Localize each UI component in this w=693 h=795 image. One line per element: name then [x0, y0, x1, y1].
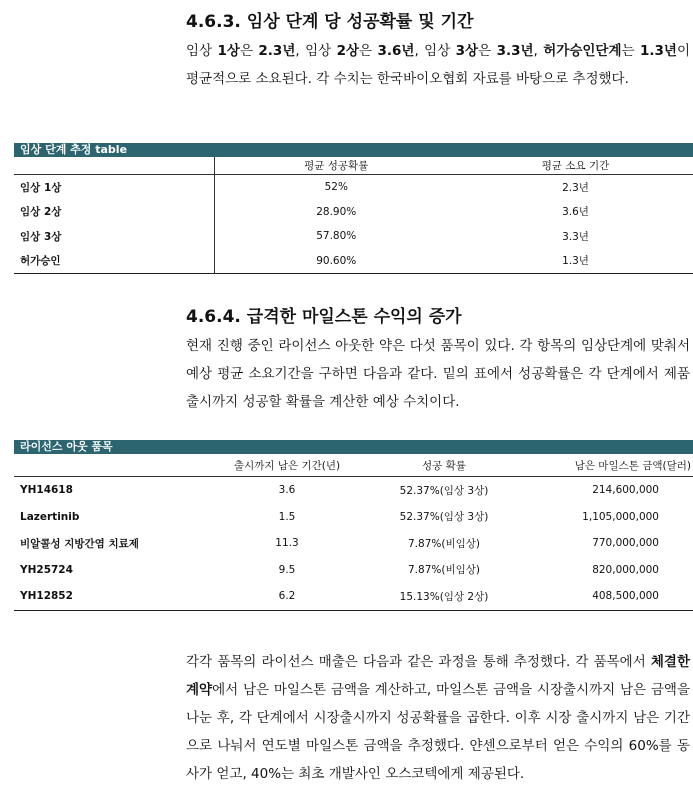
section-464-paragraph: 현재 진행 중인 라이선스 아웃한 약은 다섯 품목이 있다. 각 항목의 임상단계에 맞춰서 예상 평균 소요기간을 구하면 다음과 같다. 밑의 표에서 성공확률은 각 단계에서 제품 출시까지 성공할 확률을 계산한 예상 수치이다. [186, 338, 690, 410]
row-years: 6.2 [278, 590, 296, 603]
row-label: 허가승인 [14, 249, 214, 274]
section-463-paragraph [186, 37, 690, 93]
clinical-phase-table [14, 143, 693, 274]
section-463-paragraph-bold-run: 3상 [455, 43, 479, 59]
row-label: YH25724 [20, 563, 73, 576]
row-prob: 57.80% [316, 230, 357, 243]
header-cell-empty [14, 157, 214, 175]
section-463-paragraph-run: 은 [239, 43, 259, 59]
table-row [14, 175, 693, 200]
row-amount: 214,600,000 [592, 484, 659, 497]
table-row [14, 249, 693, 274]
clinical-phase-grid [14, 157, 693, 274]
row-prob: 52% [324, 181, 348, 194]
section-463-heading: 4.6.3. 임상 단계 당 성공확률 및 기간 [186, 12, 474, 32]
row-prob: 28.90% [316, 205, 357, 218]
section-463 [186, 10, 690, 93]
row-label: YH12852 [20, 590, 73, 603]
row-prob: 90.60% [316, 254, 357, 267]
header-cell-prob: 성공 확률 [360, 454, 528, 477]
section-463-paragraph-bold-run: 1상 [217, 43, 240, 59]
row-prob: 15.13%(임상 2상) [399, 590, 489, 603]
license-revenue-paragraph-run: 각각 품목의 라이선스 매출은 다음과 같은 과정을 통해 추정했다. 각 품목에서 [186, 654, 651, 670]
license-revenue-paragraph-bold-run: 체결한 계약 [186, 654, 690, 698]
row-prob: 7.87%(비임상) [408, 537, 480, 550]
section-463-paragraph-run: 임상 [186, 43, 218, 59]
license-out-table [14, 440, 693, 611]
row-label: YH14618 [20, 484, 73, 497]
section-463-paragraph-bold-run: 1.3년 [639, 43, 677, 59]
section-463-paragraph-run: 는 [621, 43, 640, 59]
table-header-row [14, 157, 693, 175]
row-amount: 770,000,000 [592, 537, 659, 550]
row-label: 비알콜성 지방간염 치료제 [20, 537, 139, 550]
row-label: 임상 2상 [14, 200, 214, 225]
row-amount: 820,000,000 [592, 563, 659, 576]
row-period: 3.3년 [562, 230, 589, 243]
row-years: 3.6 [278, 484, 296, 497]
row-years: 1.5 [278, 510, 296, 523]
header-cell-amount: 남은 마일스톤 금액(달러) [528, 454, 693, 477]
section-463-paragraph-bold-run: 2상 [336, 43, 360, 59]
header-cell-period: 평균 소요 기간 [458, 157, 693, 175]
section-463-paragraph-run: , [533, 43, 544, 59]
license-revenue-paragraph [186, 648, 690, 788]
table-row [14, 504, 693, 531]
license-out-grid [14, 454, 693, 611]
row-period: 2.3년 [562, 181, 589, 194]
row-label: 임상 3상 [14, 224, 214, 249]
table-row [14, 530, 693, 557]
row-prob: 7.87%(비임상) [408, 564, 480, 577]
row-amount: 1,105,000,000 [582, 510, 659, 523]
section-463-paragraph-bold-run: 2.3년 [258, 43, 296, 59]
table-title: 임상 단계 추정 table [14, 143, 693, 157]
header-cell-empty [14, 454, 214, 477]
section-463-paragraph-run: , 임상 [414, 43, 456, 59]
section-463-paragraph-run: , 임상 [295, 43, 337, 59]
header-cell-prob: 평균 성공확률 [214, 157, 458, 175]
section-463-paragraph-bold-run: 허가승인단계 [543, 43, 622, 59]
section-463-paragraph-bold-run: 3.6년 [377, 43, 415, 59]
section-464 [186, 305, 690, 416]
row-label: Lazertinib [20, 510, 80, 523]
license-revenue-paragraph-run: 에서 남은 마일스톤 금액을 계산하고, 마일스톤 금액을 시장출시까지 남은 금액을 나눈 후, 각 단계에서 시장출시까지 성공확률을 곱한다. 이후 시장 출시까지 남은 기간으로 나눠서 연도별 마일스톤 금액을 추정했다. 얀센으로부터 얻은 수익의 60%를 동사가 얻고, 40%는 최초 개발사인 오스코텍에게 제공된다. [186, 682, 690, 782]
row-years: 11.3 [275, 537, 299, 550]
section-463-paragraph-run: 은 [478, 43, 497, 59]
table-row [14, 200, 693, 225]
section-463-paragraph-run: 이 평균적으로 소요된다. 각 수치는 한국바이오협회 자료를 바탕으로 추정했다. [186, 43, 690, 87]
section-463-paragraph-run: 은 [359, 43, 378, 59]
row-amount: 408,500,000 [592, 590, 659, 603]
row-prob: 52.37%(임상 3상) [399, 484, 489, 497]
row-years: 9.5 [278, 563, 296, 576]
table-row [14, 557, 693, 584]
row-label: 임상 1상 [14, 175, 214, 200]
table-row [14, 477, 693, 504]
table-row [14, 583, 693, 610]
section-463-paragraph-bold-run: 3.3년 [496, 43, 534, 59]
license-revenue-section [186, 648, 690, 788]
section-464-heading: 4.6.4. 급격한 마일스톤 수익의 증가 [186, 307, 462, 327]
table-row [14, 224, 693, 249]
row-period: 1.3년 [562, 255, 589, 268]
table-title: 라이선스 아웃 품목 [14, 440, 693, 454]
row-period: 3.6년 [562, 206, 589, 219]
row-prob: 52.37%(임상 3상) [399, 511, 489, 524]
header-cell-years: 출시까지 남은 기간(년) [214, 454, 360, 477]
table-header-row [14, 454, 693, 477]
